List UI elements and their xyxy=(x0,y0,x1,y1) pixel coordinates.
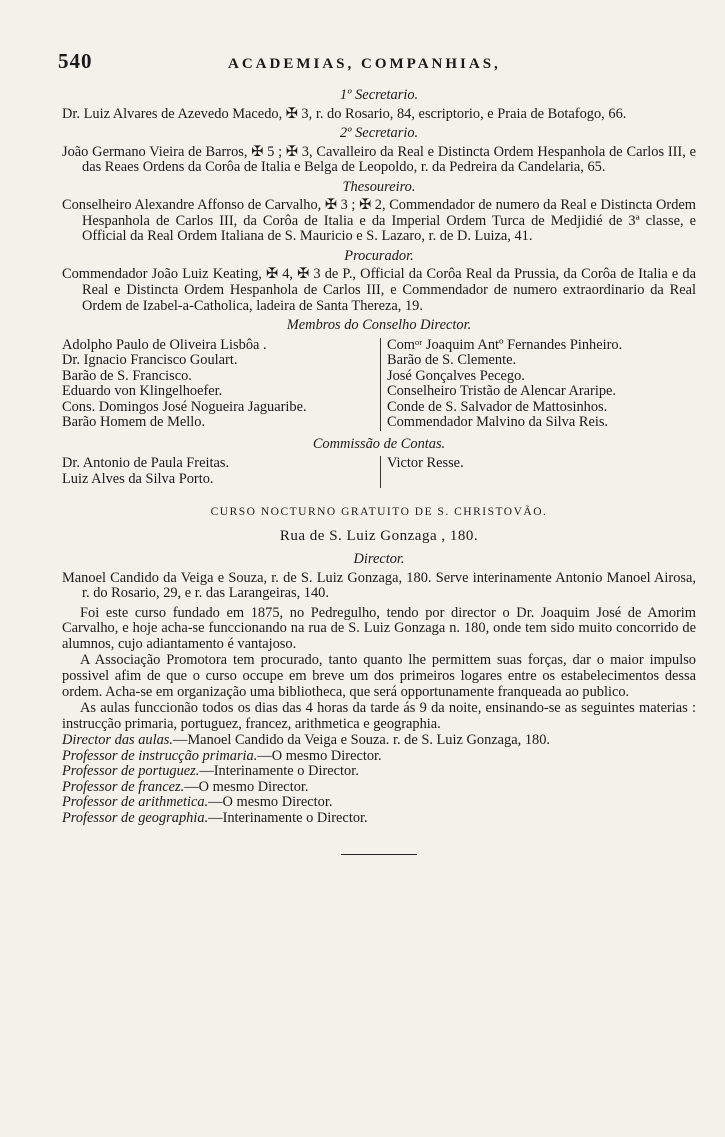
entry-procurador: Commendador João Luiz Keating, ✠ 4, ✠ 3 de P., Official da Corôa Real da Prussia, da Corôa de Italia e da Real e Distincta Ordem Hespanhola de Carlos III, e Commendador de numero extraordinario da Real Ordem de Izabel-a-Catholica, ladeira de Santa Thereza, 19. xyxy=(62,266,696,314)
member-name: Adolpho Paulo de Oliveira Lisbôa . xyxy=(62,336,267,353)
member-name: Comᵒʳ Joaquim Antº Fernandes Pinheiro. xyxy=(387,336,623,353)
member-name: Luiz Alves da Silva Porto. xyxy=(62,471,214,488)
professor-entry xyxy=(62,795,696,811)
member-name: José Gonçalves Pecego. xyxy=(387,367,525,384)
member-name: Victor Resse. xyxy=(387,455,464,472)
professor-name: —Interinamente o Director. xyxy=(208,809,368,826)
conselho-left-column xyxy=(62,338,380,431)
closing-rule xyxy=(341,854,417,855)
professor-role: Director das aulas. xyxy=(62,732,173,749)
professor-role: Professor de geographia. xyxy=(62,809,209,826)
professor-role: Professor de arithmetica. xyxy=(62,794,209,811)
curso-address: Rua de S. Luiz Gonzaga , 180. xyxy=(279,527,479,544)
professor-role: Professor de francez. xyxy=(62,778,185,795)
paragraph: As aulas funccionão todos os dias das 4 horas da tarde ás 9 da noite, ensinando-se as seguintes materias : instrucção primaria, portuguez, francez, arithmetica e geographia. xyxy=(62,700,696,732)
professor-list xyxy=(62,733,696,826)
member-name: Barão de S. Clemente. xyxy=(387,352,517,369)
commissao-right-column xyxy=(380,456,464,487)
member-name: Conde de S. Salvador de Mattosinhos. xyxy=(387,398,608,415)
page-number: 540 xyxy=(58,49,93,73)
member-name: Barão de S. Francisco. xyxy=(62,367,192,384)
member-name: Cons. Domingos José Nogueira Jaguaribe. xyxy=(62,398,307,415)
running-title: ACADEMIAS, COMPANHIAS, xyxy=(228,56,501,72)
professor-role: Professor de instrucção primaria. xyxy=(62,747,258,764)
professor-role: Professor de portuguez. xyxy=(62,763,200,780)
section-heading-2-secretario: 2º Secretario. xyxy=(339,125,419,142)
professor-entry xyxy=(62,811,696,827)
member-name: Dr. Ignacio Francisco Goulart. xyxy=(62,352,238,369)
section-heading-procurador: Procurador. xyxy=(344,247,414,264)
professor-entry xyxy=(62,749,696,765)
page-content xyxy=(62,86,696,855)
section-heading-commissao: Commissão de Contas. xyxy=(312,435,446,452)
professor-entry xyxy=(62,780,696,796)
member-name: Dr. Antonio de Paula Freitas. xyxy=(62,455,230,472)
commissao-left-column xyxy=(62,456,354,487)
member-name: Eduardo von Klingelhoefer. xyxy=(62,383,223,400)
professor-entry xyxy=(62,764,696,780)
professor-entry xyxy=(62,733,696,749)
entry-thesoureiro: Conselheiro Alexandre Affonso de Carvalho, ✠ 3 ; ✠ 2, Commendador de numero da Real e Distincta Ordem Hespanhola de Carlos III, da Corôa de Italia e da Imperial Ordem Turca de Medjidié de 3ª classe, e Official da Real Ordem Italiana de S. Mauricio e S. Lazaro, r. de D. Luiza, 41. xyxy=(62,197,696,245)
commissao-members xyxy=(62,456,696,487)
member-name: Commendador Malvino da Silva Reis. xyxy=(387,414,609,431)
professor-name: —O mesmo Director. xyxy=(208,794,333,811)
curso-title: CURSO NOCTURNO GRATUITO DE S. CHRISTOVÃO. xyxy=(210,505,548,518)
member-name: Barão Homem de Mello. xyxy=(62,414,206,431)
section-heading-thesoureiro: Thesoureiro. xyxy=(342,178,416,195)
conselho-right-column xyxy=(380,338,622,431)
entry-2-secretario: João Germano Vieira de Barros, ✠ 5 ; ✠ 3, Cavalleiro da Real e Distincta Ordem Hespanhola de Carlos III, e das Reaes Ordens da Corôa de Italia e Belga de Leopoldo, r. da Pedreira da Candelaria, 65. xyxy=(62,143,696,176)
entry-director: Manoel Candido da Veiga e Souza, r. de S. Luiz Gonzaga, 180. Serve interinamente Antonio Manoel Airosa, r. do Rosario, 29, e r. das Larangeiras, 140. xyxy=(62,569,696,602)
entry-1-secretario: Dr. Luiz Alvares de Azevedo Macedo, ✠ 3, r. do Rosario, 84, escriptorio, e Praia de Botafogo, 66. xyxy=(62,105,627,122)
member-name: Conselheiro Tristão de Alencar Araripe. xyxy=(387,383,617,400)
section-heading-director: Director. xyxy=(353,551,405,568)
professor-name: —Manoel Candido da Veiga e Souza. r. de S. Luiz Gonzaga, 180. xyxy=(173,732,551,749)
page-header xyxy=(58,50,698,80)
paragraph: Foi este curso fundado em 1875, no Pedregulho, tendo por director o Dr. Joaquim José de Amorim Carvalho, e hoje acha-se funccionando na rua de S. Luiz Gonzaga n. 180, onde tem sido muito concorrido de alumnos, cujo adiantamento é vantajoso. xyxy=(62,604,696,652)
paragraph: A Associação Promotora tem procurado, tanto quanto lhe permittem suas forças, dar o maior impulso possivel afim de que o curso occupe em breve um dos primeiros logares entre os estabelecimentos dessa ordem. Acha-se em organização uma bibliotheca, que será opportunamente franqueada ao publico. xyxy=(62,652,696,700)
section-heading-conselho: Membros do Conselho Director. xyxy=(286,317,472,334)
professor-name: —Interinamente o Director. xyxy=(199,763,359,780)
conselho-members xyxy=(62,338,696,431)
professor-name: —O mesmo Director. xyxy=(257,747,382,764)
professor-name: —O mesmo Director. xyxy=(184,778,309,795)
section-heading-1-secretario: 1º Secretario. xyxy=(339,87,419,103)
